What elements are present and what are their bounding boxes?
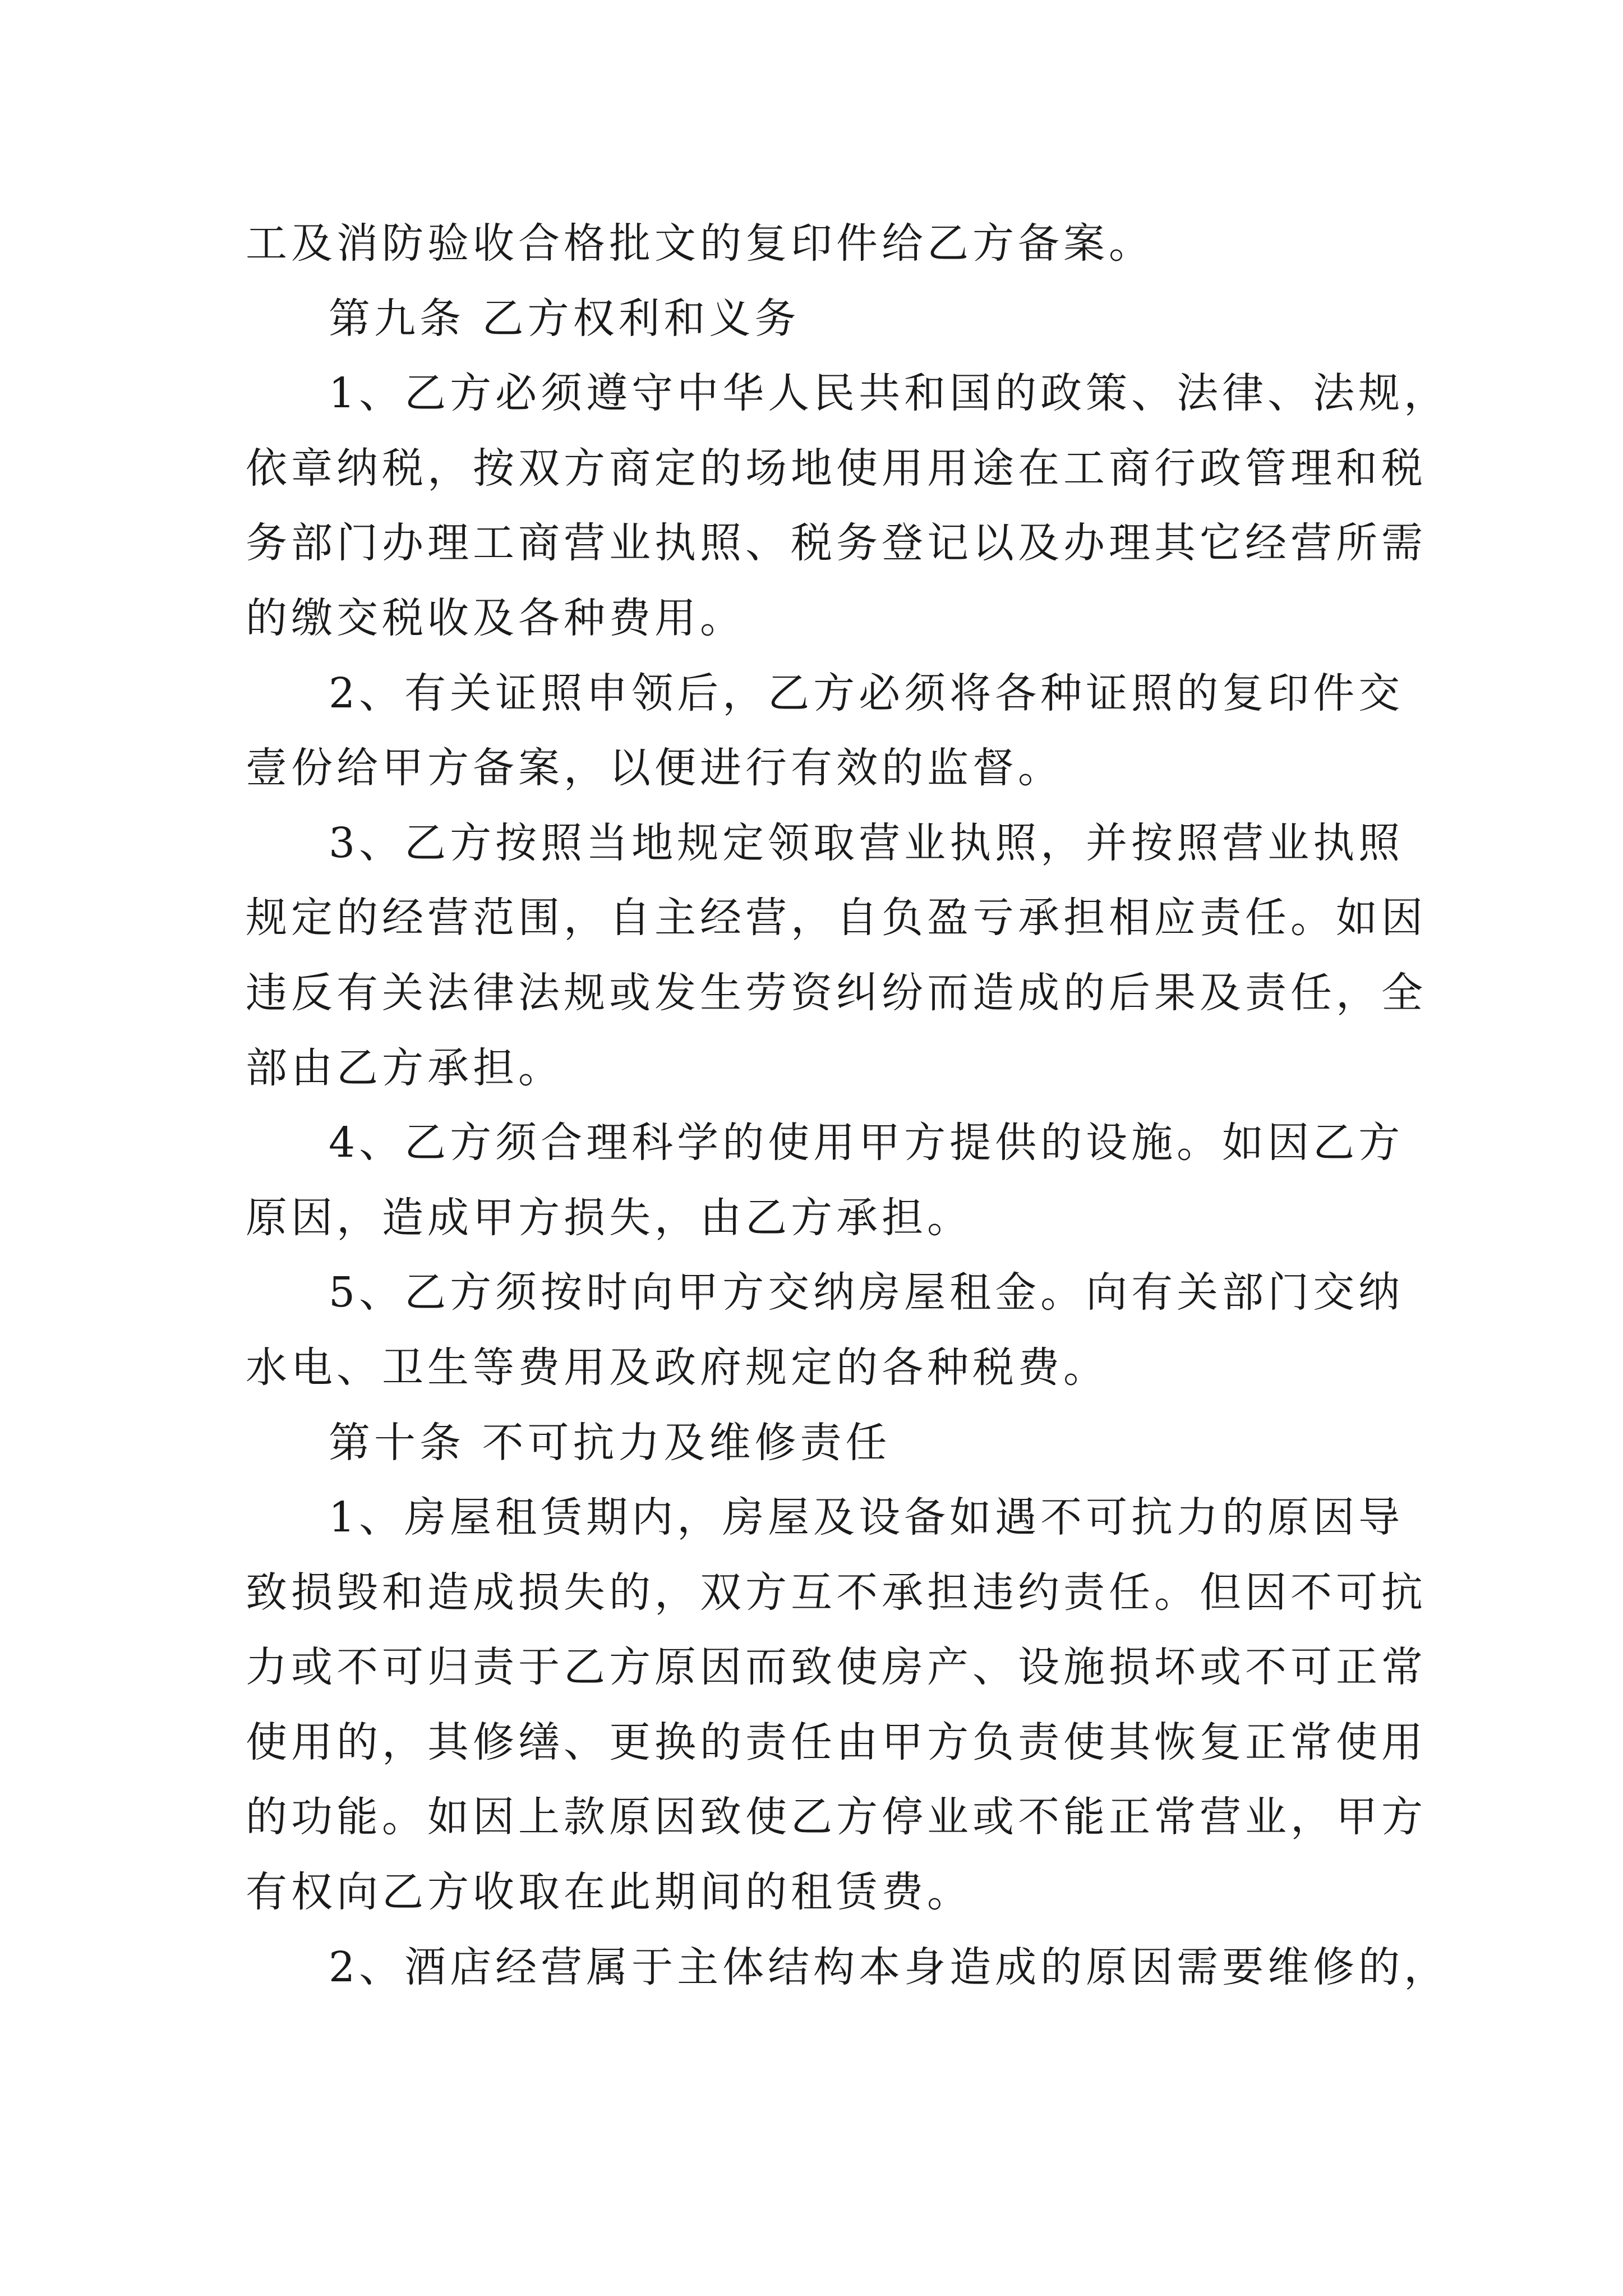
section-heading-article-10: 第十条 不可抗力及维修责任: [329, 1418, 891, 1467]
text-line: 依章纳税，按双方商定的场地使用用途在工商行政管理和税: [246, 444, 1427, 493]
text-line: 5、乙方须按时向甲方交纳房屋租金。向有关部门交纳: [329, 1268, 1404, 1317]
text-line: 规定的经营范围，自主经营，自负盈亏承担相应责任。如因: [246, 894, 1427, 942]
text-line: 致损毁和造成损失的，双方互不承担违约责任。但因不可抗: [246, 1568, 1427, 1617]
section-heading-article-9: 第九条 乙方权利和义务: [329, 294, 800, 343]
text-line: 务部门办理工商营业执照、税务登记以及办理其它经营所需: [246, 519, 1427, 568]
text-line: 部由乙方承担。: [246, 1043, 564, 1092]
text-line: 1、乙方必须遵守中华人民共和国的政策、法律、法规，: [329, 369, 1450, 418]
text-line: 的缴交税收及各种费用。: [246, 593, 745, 642]
text-line: 2、有关证照申领后，乙方必须将各种证照的复印件交: [329, 669, 1404, 717]
text-line: 4、乙方须合理科学的使用甲方提供的设施。如因乙方: [329, 1119, 1404, 1167]
text-line: 壹份给甲方备案，以便进行有效的监督。: [246, 744, 1063, 793]
text-line: 的功能。如因上款原因致使乙方停业或不能正常营业，甲方: [246, 1793, 1427, 1842]
text-line: 1、房屋租赁期内，房屋及设备如遇不可抗力的原因导: [329, 1493, 1404, 1542]
text-line: 工及消防验收合格批文的复印件给乙方备案。: [246, 219, 1154, 268]
contract-body: [246, 206, 1450, 2005]
text-line: 3、乙方按照当地规定领取营业执照，并按照营业执照: [329, 818, 1404, 867]
text-line: 使用的，其修缮、更换的责任由甲方负责使其恢复正常使用: [246, 1718, 1427, 1766]
text-line: 违反有关法律法规或发生劳资纠纷而造成的后果及责任，全: [246, 968, 1427, 1017]
text-line: 原因，造成甲方损失，由乙方承担。: [246, 1193, 972, 1242]
text-line: 力或不可归责于乙方原因而致使房产、设施损坏或不可正常: [246, 1643, 1427, 1692]
text-line: 有权向乙方收取在此期间的租赁费。: [246, 1868, 972, 1917]
text-line: 水电、卫生等费用及政府规定的各种税费。: [246, 1343, 1109, 1392]
text-line: 2、酒店经营属于主体结构本身造成的原因需要维修的，: [329, 1943, 1450, 1991]
